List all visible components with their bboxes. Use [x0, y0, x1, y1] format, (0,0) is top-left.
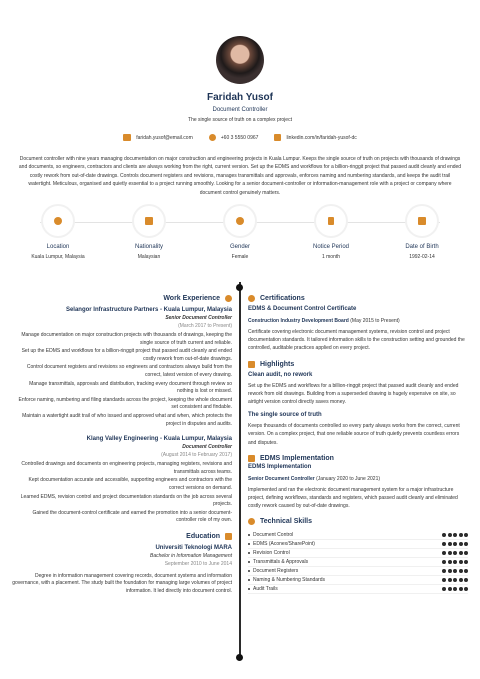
candidate-role: Document Controller — [212, 107, 268, 113]
rating-dot — [464, 587, 468, 591]
stat-location — [22, 206, 94, 260]
hourglass-icon — [328, 217, 334, 225]
stat-value: 1992-02-14 — [409, 254, 435, 260]
skill-name — [248, 559, 308, 565]
email-icon — [123, 134, 131, 141]
cake-icon — [418, 217, 426, 225]
skill-label: Revision Control — [253, 550, 290, 557]
stat-label: Gender — [229, 244, 250, 250]
bullet-icon — [248, 588, 250, 590]
skill-row — [248, 567, 468, 576]
bullet-icon — [248, 552, 250, 554]
cert-text: Certificate covering electronic document management systems, revision control and project documentation standards. It tailored information skills to the construction setting and grounded the controlled, auditable practices applied on every project. — [248, 329, 465, 352]
phone-text: +60 3 5550 0967 — [220, 134, 259, 141]
skill-row — [248, 531, 468, 540]
graduation-cap-icon — [225, 533, 232, 540]
stat-nationality — [113, 206, 185, 260]
section-heading-certifications — [248, 295, 468, 302]
skill-rating — [442, 569, 468, 573]
degree-name: Bachelor in Information Management — [150, 552, 232, 559]
heading-text: EDMS Implementation — [260, 454, 334, 462]
rating-dot — [448, 560, 452, 564]
rating-dot — [442, 569, 446, 573]
skill-row — [248, 558, 468, 567]
edms-role-name: Senior Document Controller — [248, 475, 315, 482]
job-bullet: Control document registers and revisions so engineers and contractors always build from the correct, latest version of every drawing. — [26, 364, 232, 378]
highlight-title: The single source of truth — [248, 412, 322, 419]
rating-dot — [448, 551, 452, 555]
highlight-title: Clean audit, no rework — [248, 371, 313, 378]
job-bullet: Set up the EDMS and workflows for a billion-ringgit project that passed audit cleanly and ended costly rework from out-of-date drawings. — [21, 348, 232, 362]
highlight-text: Keeps thousands of documents controlled so every party always works from the correct, current version. On a complex project, that one reliable source of truth quietly prevents countless errors and disputes. — [248, 423, 460, 446]
skill-name — [248, 541, 315, 547]
rating-dot — [459, 560, 463, 564]
linkedin-text: linkedin.com/in/faridah-yusof-dc — [286, 134, 357, 141]
person-icon — [236, 217, 244, 225]
skill-name — [248, 532, 293, 538]
job-bullet: Gained the document-control certificate and earned the promotion into a senior document-controller role of my own. — [32, 509, 232, 524]
heading-text: Certifications — [260, 295, 305, 302]
rating-dot — [453, 542, 457, 546]
rating-dot — [442, 551, 446, 555]
job-bullets — [12, 332, 232, 428]
education-text: Degree in information management covering records, document systems and information governance, with a placement. The study built the foundation for managing large volumes of project information. It led directly into document control. — [12, 572, 232, 595]
rating-dot — [453, 587, 457, 591]
job-bullets — [12, 461, 232, 525]
rating-dot — [442, 533, 446, 537]
rating-dot — [442, 560, 446, 564]
certificate-icon — [248, 295, 255, 302]
skill-label: Naming & Numbering Standards — [253, 577, 325, 584]
job-dates: (March 2017 to Present) — [178, 323, 232, 329]
job-bullet: Controlled drawings and documents on engineering projects, managing registers, revisions and transmittals across teams. — [21, 461, 232, 475]
cert-issuer — [248, 318, 468, 324]
stat-value: Malaysian — [137, 254, 161, 260]
rating-dot — [464, 533, 468, 537]
skill-label: Audit Trails — [253, 586, 278, 593]
rating-dot — [448, 542, 452, 546]
rating-dot — [464, 560, 468, 564]
contact-email[interactable] — [123, 134, 193, 141]
rating-dot — [459, 587, 463, 591]
bullet-icon — [248, 570, 250, 572]
rating-dot — [459, 551, 463, 555]
rating-dot — [442, 542, 446, 546]
education-dates: September 2010 to June 2014 — [164, 560, 232, 567]
job-bullet: Manage documentation on major construction projects with thousands of drawings, keeping the single source of truth current and reliable. — [21, 332, 232, 346]
edms-text: Implemented and ran the electronic document management system for a major infrastructure project, defining workflows, standards and registers, which passed audit cleanly and eliminated costly rework caused by out-of-date drawings. — [248, 486, 458, 510]
contact-bar — [0, 134, 480, 141]
job-entry — [12, 436, 232, 525]
skill-rating — [442, 533, 468, 537]
rating-dot — [464, 578, 468, 582]
cert-issuer-name: Construction Industry Development Board — [248, 318, 349, 324]
job-org: Selangor Infrastructure Partners - Kuala Lumpur, Malaysia — [65, 307, 232, 313]
skill-name — [248, 586, 278, 592]
email-text: faridah.yusof@email.com — [136, 134, 193, 141]
section-heading-experience — [12, 295, 232, 302]
skill-row — [248, 576, 468, 585]
star-icon — [248, 361, 255, 368]
skill-rating — [442, 587, 468, 591]
edms-title: EDMS Implementation — [248, 463, 312, 470]
skills-list — [248, 531, 468, 594]
edms-dates: (January 2020 to June 2021) — [316, 475, 381, 482]
badge-icon — [225, 295, 232, 302]
job-bullet: Maintain a watertight audit trail of who issued and approved what and when, which protects the project in disputes and audits. — [22, 412, 232, 427]
job-org: Klang Valley Engineering - Kuala Lumpur, Malaysia — [86, 436, 232, 443]
heading-text: Highlights — [260, 360, 295, 368]
timeline-dot-bottom — [236, 654, 243, 661]
stat-label: Location — [46, 244, 70, 250]
rating-dot — [453, 560, 457, 564]
bullet-icon — [248, 561, 250, 563]
skill-label: EDMS (Aconex/SharePoint) — [253, 541, 315, 548]
gear-icon — [248, 518, 255, 525]
highlight-text: Set up the EDMS and workflows for a billion-ringgit project that passed audit cleanly and ended rework from old drawings. Building from a superseded drawing is hugely expensive on site, so airtight version control directly saves money. — [248, 382, 459, 406]
cert-title: EDMS & Document Control Certificate — [248, 306, 357, 312]
skill-name — [248, 550, 290, 556]
skill-rating — [442, 542, 468, 546]
rating-dot — [459, 533, 463, 537]
section-heading-edms — [248, 455, 468, 462]
skill-row — [248, 540, 468, 549]
skill-row — [248, 549, 468, 558]
rating-dot — [448, 587, 452, 591]
skill-name — [248, 568, 298, 574]
rating-dot — [448, 578, 452, 582]
skill-label: Document Control — [253, 532, 294, 539]
rating-dot — [453, 533, 457, 537]
heading-text: Work Experience — [163, 295, 220, 302]
stat-label: Nationality — [134, 244, 163, 250]
skill-rating — [442, 560, 468, 564]
phone-icon — [209, 134, 216, 141]
linkedin-icon — [274, 134, 281, 141]
heading-text: Education — [186, 532, 220, 540]
left-column — [12, 295, 232, 596]
heading-text: Technical Skills — [260, 518, 313, 526]
stat-value: 1 month — [321, 254, 341, 260]
skill-label: Transmittals & Approvals — [253, 559, 309, 566]
skill-rating — [442, 551, 468, 555]
stat-gender — [204, 206, 276, 260]
rating-dot — [459, 578, 463, 582]
rating-dot — [453, 578, 457, 582]
contact-phone[interactable] — [209, 134, 259, 141]
section-heading-highlights — [248, 361, 468, 368]
flag-icon — [145, 217, 153, 225]
bullet-icon — [248, 543, 250, 545]
stat-date-of-birth — [386, 206, 458, 260]
rating-dot — [464, 551, 468, 555]
timeline-dot-top — [236, 284, 243, 291]
skill-name — [248, 577, 325, 583]
job-bullet: Learned EDMS, revision control and project documentation standards on the job across several projects. — [20, 493, 232, 508]
stat-label: Notice Period — [312, 244, 350, 250]
rating-dot — [442, 587, 446, 591]
stat-value: Kuala Lumpur, Malaysia — [31, 254, 85, 260]
job-position: Senior Document Controller — [165, 315, 232, 321]
bullet-icon — [248, 534, 250, 536]
rating-dot — [464, 542, 468, 546]
edms-role — [248, 476, 468, 482]
job-position: Document Controller — [182, 444, 232, 451]
section-heading-education — [12, 533, 232, 540]
rating-dot — [448, 569, 452, 573]
job-entry — [12, 307, 232, 428]
stat-value: Female — [231, 254, 249, 260]
rating-dot — [448, 533, 452, 537]
personal-stats — [22, 206, 458, 260]
section-heading-skills — [248, 518, 468, 525]
job-bullet: Enforce naming, numbering and filing standards across the project, keeping the whole document set consistent and findable. — [18, 396, 232, 411]
rating-dot — [442, 578, 446, 582]
tagline: The single source of truth on a complex project — [188, 117, 292, 123]
job-bullet: Kept documentation accurate and accessible, supporting engineers and contractors with the correct versions on demand. — [28, 477, 232, 491]
stat-label: Date of Birth — [405, 244, 439, 250]
rating-dot — [459, 569, 463, 573]
avatar — [216, 36, 264, 84]
skill-label: Document Registers — [253, 568, 299, 575]
timeline-spine — [239, 282, 241, 658]
stat-notice-period — [295, 206, 367, 260]
job-dates: (August 2014 to February 2017) — [161, 452, 232, 459]
contact-linkedin[interactable] — [274, 134, 356, 141]
bullet-icon — [248, 579, 250, 581]
skill-rating — [442, 578, 468, 582]
skill-row — [248, 585, 468, 594]
rating-dot — [453, 551, 457, 555]
right-column — [248, 295, 468, 594]
rating-dot — [464, 569, 468, 573]
summary-paragraph: Document controller with nine years managing documentation on major construction and engineering projects in Kuala Lumpur. Keeps the single source of truth on projects with thousands of drawings and documents, so engineers, contractors and clients are always working from the right, current version. Set up the EDMS and workflows for a billion-ringgit project that passed audit cleanly and ended costly rework from out-of-date drawings. Controls document registers and revisions, manages transmittals and approvals, enforces naming and numbering standards, and keeps the audit trail watertight. Meticulous, organised and quietly essential to a project running smoothly. Looking for a senior document-controller or information-management role with a project or company where document control genuinely matters. — [18, 156, 462, 196]
rating-dot — [459, 542, 463, 546]
rating-dot — [453, 569, 457, 573]
job-bullet: Manage transmittals, approvals and distribution, tracking every document through review so nothing is lost or missed. — [29, 380, 232, 395]
folder-icon — [248, 455, 255, 462]
cert-dates: (May 2015 to Present) — [350, 318, 400, 324]
school-name: Universiti Teknologi MARA — [155, 544, 232, 551]
candidate-name: Faridah Yusof — [207, 92, 273, 103]
location-icon — [54, 217, 62, 225]
